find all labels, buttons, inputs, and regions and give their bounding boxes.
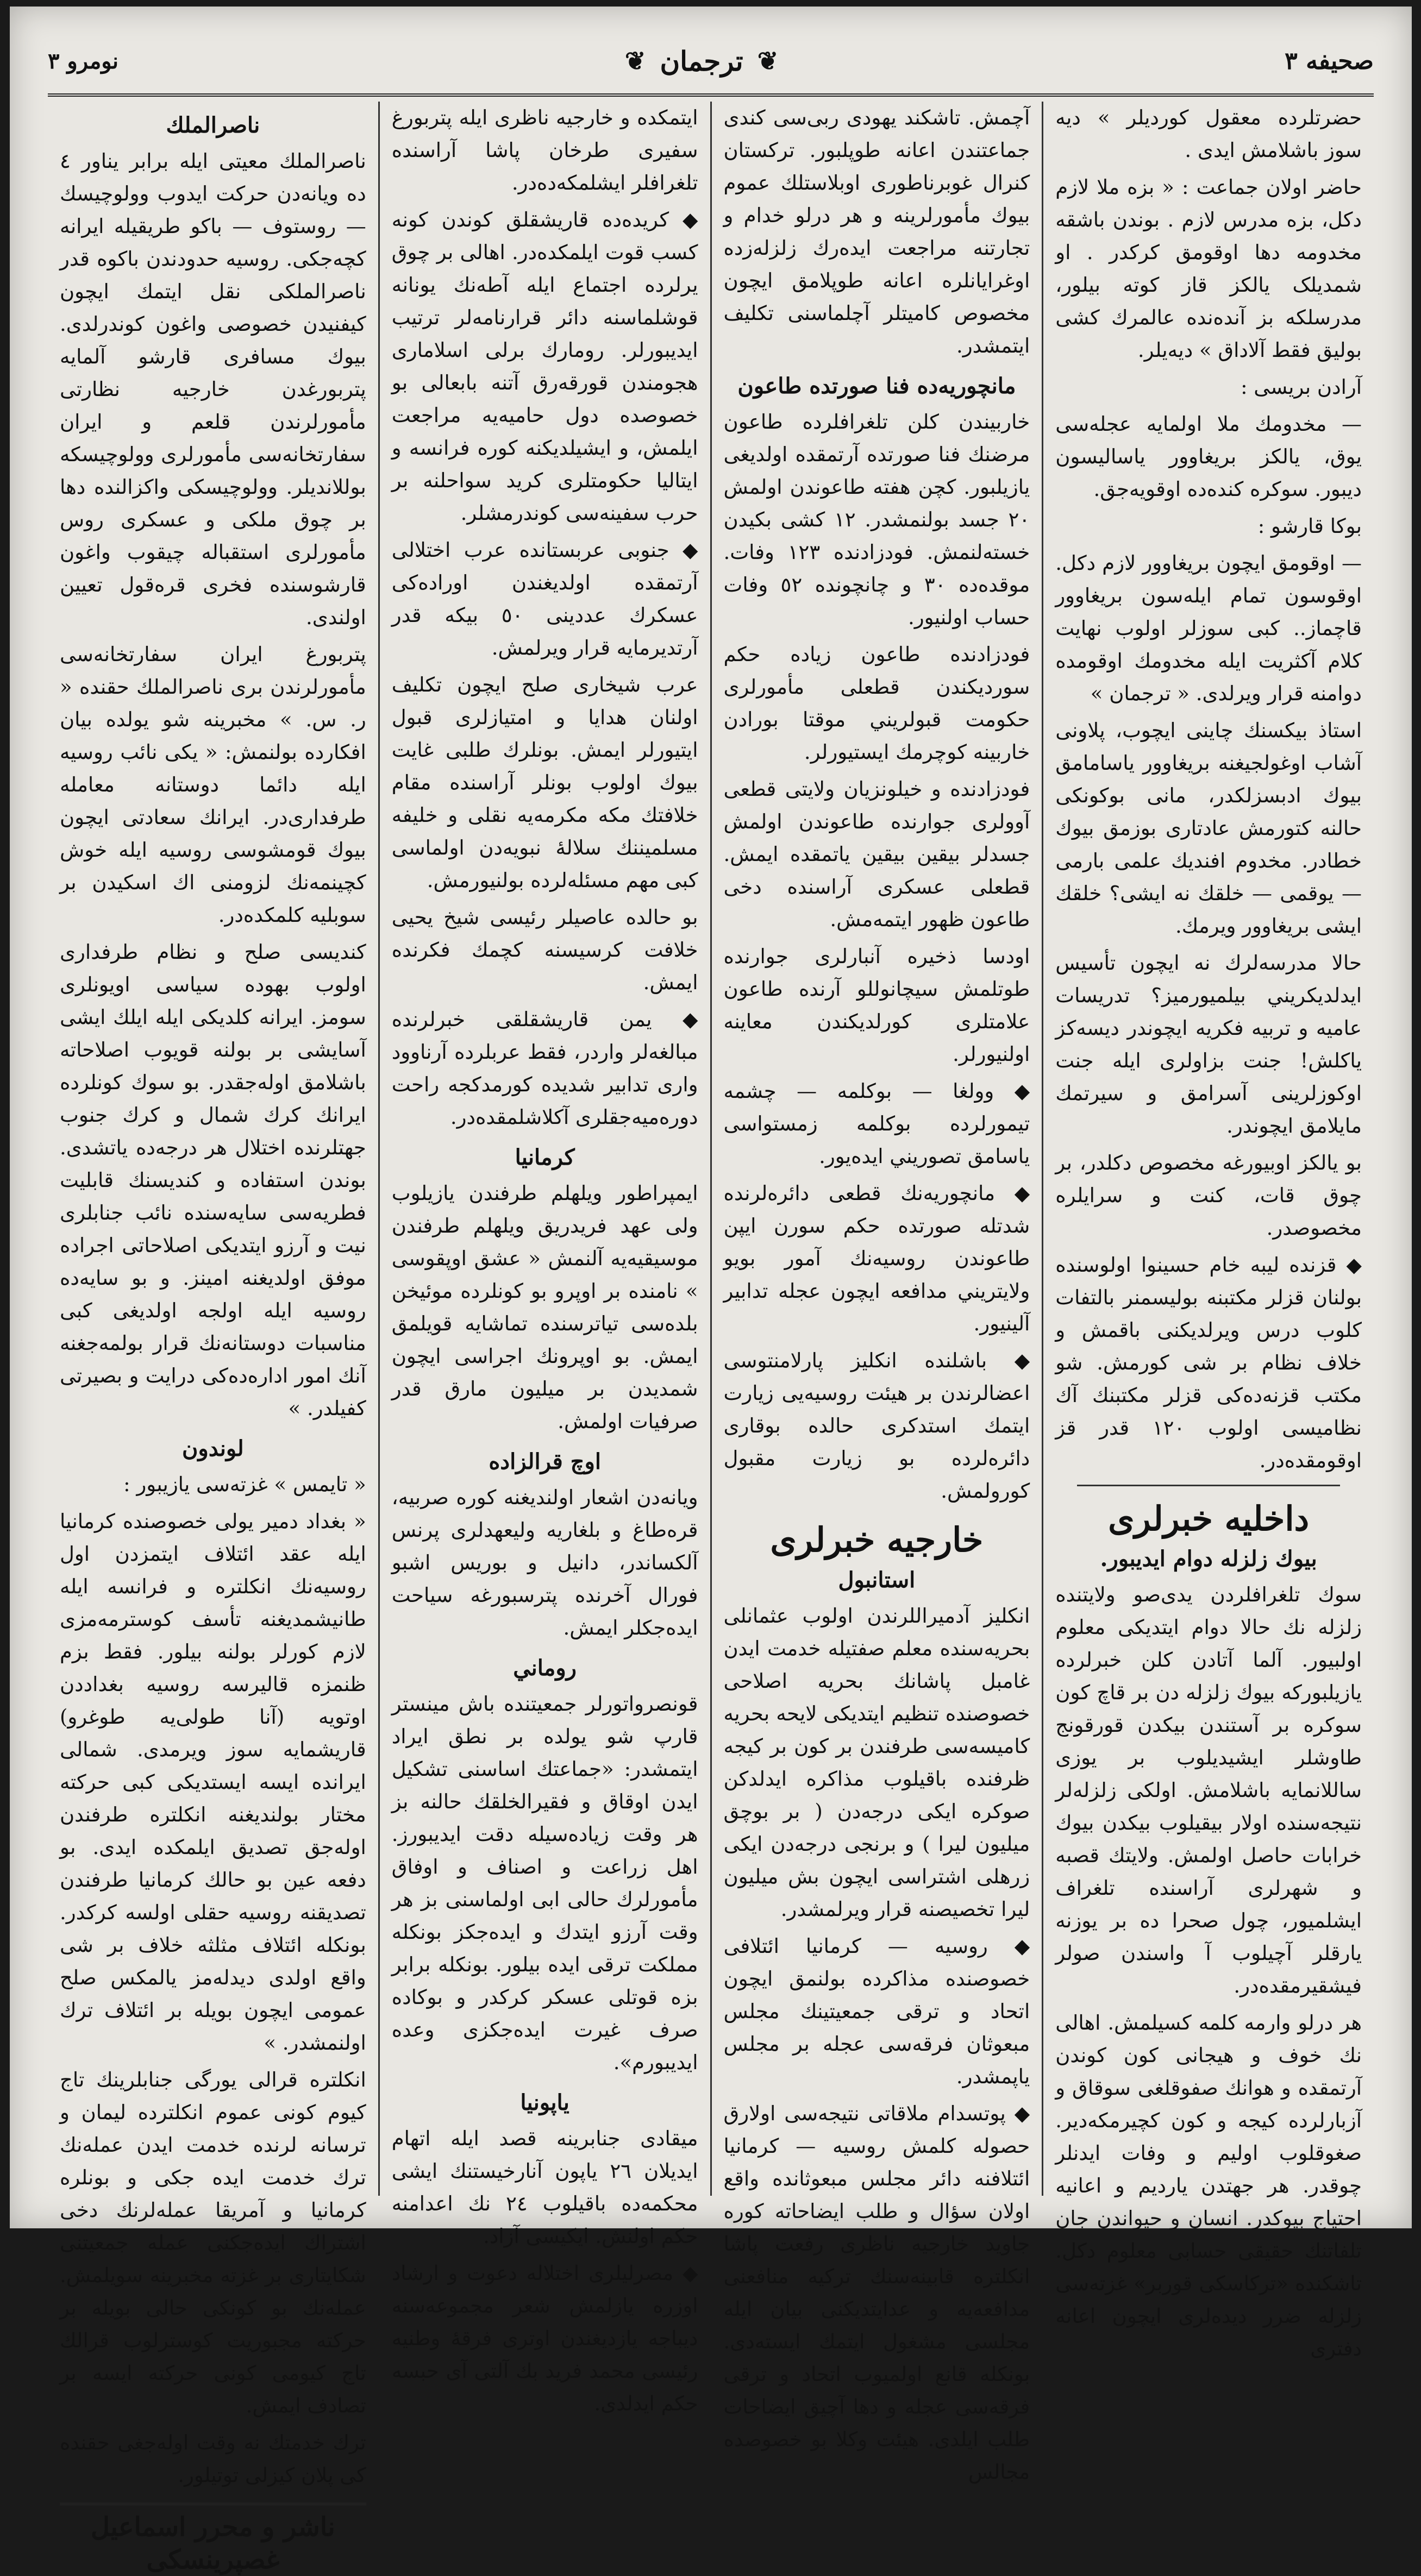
paragraph: ◆ جنوبى عربستانده عرب اختلالى آرتمقده اولديغندن اوراده‌كى عسكرك عددينى ٥٠ بيكه قدر آرتديرمايه قرار ويرلمش. xyxy=(391,538,698,659)
paragraph: ايتمكده و خارجيه ناظرى ايله پتربورغ سفيرى طرخان پاشا آراسنده تلغرافلر ايشلمكه‌ده‌در. xyxy=(391,106,698,194)
section-heading-domestic: داخليه خبرلرى xyxy=(1108,1499,1310,1538)
paragraph: حالا مدرسه‌لرك نه ايچون تأسيس ايدلديكريني بيلميورميز؟ تدريسات عاميه و تربيه فكريه ايچوندر ديسه‌كز ياكلش! جنت بزاولرى ايله جنت اوكوزلرينى آسرامق و سيرتمك مايلامق ايچوندر. xyxy=(1055,951,1362,1138)
paragraph: آرادن بريسى : xyxy=(1241,375,1362,399)
paragraph: سوك تلغرافلردن يدى‌صو ولايتنده زلزله نك حالا دوام ايتديكى معلوم اولبيور. آلما آتادن كلن خبرلرده يازيلبوركه بيوك زلزله دن بر قاچ كون سوكره بر آستندن بيكدن قورقونج طاوشلر ايشيديلوب بر يوزى ساللانمايه باشلامش. اولكى زلزله‌لر نتيجه‌سنده اولار بيقيلوب بيكدن بيوك خرابات حاصل اولمش. ولايتك قصبه و شهرلرى آراسنده تلغراف ايشلميور، چول صحرا ده بر يوزنه يارقلر آچيلوب آ واسندن صولر فيشقيرمقده‌در. xyxy=(1055,1583,1362,1997)
article-heading: اوچ قرالزاده xyxy=(489,1449,601,1474)
divider xyxy=(60,2503,366,2505)
article-heading: استانبول xyxy=(838,1567,916,1593)
page-number: صحیفه ٣ xyxy=(1285,47,1374,75)
paragraph: بوكا قارشو : xyxy=(1257,514,1362,538)
paragraph: كنديسى صلح و نظام طرفدارى اولوب بهوده سياسى اويونلرى سومز. ايرانه كلديكى ايله ايلك ايشى آسايشى بر بولنه قويوب اصلاحاته باشلامق اوله‌جقدر. بو سوك كونلرده ايرانك كرك شمال و كرك جنوب جهتلرنده اختلال هر درجه‌ده ياتشدى. بوندن استفاده و كنديسنك قابليت فطريه‌سى سايه‌سنده نائب جنابلرى نيت و آرزو ايتديكى اصلاحاتى اجراده موفق اولديغنه امينز. و بو سايه‌ده روسيه ايله اولجه اولديغى كبى مناسبات دوستانه‌نك قرار بولمه‌جغنه آنك امور اداره‌ده‌كى درايت و بصيرتى كفيلدر. » xyxy=(60,940,366,1420)
paragraph: « بغداد دمير يولى خصوصنده كرمانيا ايله عقد ائتلاف ايتمزدن اول روسيه‌نك انكلتره و فرانسه ايله طانيشمديغنه تأسف كوسترمه‌مزى لازم كورلر بولنه بيلور. فقط بزم ظنمزه قاليرسه روسيه بغداددن اوتويه (آنا طولى‌يه طوغرو) قاريشمايه سوز ويرمدى. شمالى ايرانده ايسه ايستديكى كبى حركته مختار بولنديغنه انكلتره طرفندن اوله‌جق تصديق ايلمكده ايدى. بو دفعه عين بو حالك كرمانيا طرفندن تصديقنه روسيه حقلى اولسه كركدر. بونكله ائتلاف مثلثه خلاف بر شى واقع اولدى ديدله‌مز يالمكس صلح عمومى ايچون بويله بر ائتلاف ترك اولنمشدر. » xyxy=(60,1510,366,2054)
paragraph: ◆ روسيه — كرمانيا ائتلافى خصوصنده مذاكرده بولنمق ايچون اتحاد و ترقى جمعيتينك مجلس مبعوثان فرقه‌سى عجله بر مجلس ياپمشدر. xyxy=(723,1934,1030,2088)
paragraph: ميقادى جنابرينه قصد ايله اتهام ايديلان ٢٦ ياپون آنارخيستنك ايشى محكمه‌ده باقيلوب ٢٤ نك اعدامنه حكم اولنش. ايكيسى آزاد. xyxy=(391,2127,698,2248)
column-1 xyxy=(1043,102,1374,2360)
ornament-icon: ❦ xyxy=(624,46,646,76)
paragraph: ناصرالملك معيتى ايله برابر يناور ٤ ده ويانه‌دن حركت ايدوب وولوچيسك — روستوف — باكو طريقيله ايرانه كچه‌جكى. روسيه حدودندن باكوه قدر ناصرالملكى نقل ايتمك ايچون كيفنيدن خصوصى واغون كوندرلدى. بيوك مسافرى قارشو آلمايه پتربورغدن خارجيه نظارتى مأمورلرندن قلعم و ايران سفارتخانه‌سى مأمورلرى وولوچيسكه بوللانديلر. وولوچيسكى واكزالنده دها بر چوق ملكى و عسكرى روس مأمورلرى استقباله چيقوب واغون قارشوسنده فخرى قره‌قول تعيين اولندى. xyxy=(60,149,366,629)
paragraph: بو يالكز اوبيورغه مخصوص دكلدر، بر چوق قات، كنت و سرايلره مخصوصدر. xyxy=(1055,1151,1362,1240)
article-heading: بيوك زلزله دوام ايديبور. xyxy=(1100,1546,1317,1572)
paragraph: قونصرواتورلر جمعيتنده باش مينستر قارپ شو يولده بر نطق ايراد ايتمشدر: «جماعتك اساسنى تشكيل ايدن اوقاق و فقيرالخلقك حالنه بز هر وقت زياده‌سيله دقت ايديبورز. اهل زراعت و اصناف و اوفاق مأمورلرك حالى ابى اولماسنى بز هر وقت آرزو ايتدك و ايده‌جكز بونكله مملكت ترقى ايده بيلور. بونكله برابر بزه قوتلى عسكر كركدر و بوكاده صرف غيرت ايده‌جكزى وعده ايديبورم». xyxy=(391,1692,698,2074)
column-4 xyxy=(48,102,380,2575)
paragraph: ◆ كريده‌ده قاريشقلق كوندن كونه كسب قوت ايلمكده‌در. اهالى بر چوق يرلرده اجتماع ايله آطه‌نك يونانه قوشلماسنه دائر قرارنامه‌لر ترتيب ايديبورلر. رومارك برلى اسلامارى هجومندن قورقه‌رق آتنه بابعالى بو خصوصده دول حاميه‌يه مراجعت ايلمش، و ايشيلديكنه كوره فرانسه و ايتاليا حكومتلرى كريد سواحلنه بر حرب سفينه‌سى كوندرمشلر. xyxy=(391,208,698,525)
paragraph: حاضر اولان جماعت : « بزه ملا لازم دکل، بزه مدرس لازم . بوندن باشقه مخدومه دها اوقومق کرکدر . او شمدیلک یالکز قاز کوته بیلور، مدرسلکه بز آنده‌نده عالمرك كشى بوليق فقط آلاداق » ديه‌يلر. xyxy=(1055,175,1362,362)
paragraph: استاذ بيكسنك چاينى ايچوب، پلاونى آشاب اوغولجيغنه بريغاوور ياسامامق بيوك ادبسزلكدر، مانى بوكونكى حالنه كتورمش عادتارى بوزمق بيوك خطادر. مخدوم افنديك علمى بارمى — يوقمى — خلقك نه ايشى؟ خلقك ايشى بريغاوور ويرمك. xyxy=(1055,719,1362,938)
paragraph: ترك خدمتك نه وقت اوله‌جغى حقنده كى پلان كيزلى توتيلور. xyxy=(60,2431,366,2487)
column-2 xyxy=(712,102,1044,2484)
paragraph: آچمش. تاشكند يهودى ربى‌سى كندى جماعتندن اعانه طوپلبور. تركستان كنرال غوبرناطورى اوبلاستلك عموم بيوك مأمورلرينه و هر درلو خدام و تجارتنه مراجعت ايده‌رك زلزله‌زده اوغرايانلره اعانه طوپلامق ايچون مخصوص كاميتلر آچلماسنى تكليف ايتمشدر. xyxy=(723,106,1030,357)
article-heading: لوندون xyxy=(182,1436,244,1461)
paragraph: فودزادنده و خيلونزيان ولايتى قطعى آوولرى جوارنده طاعوندن اولمش جسدلر بيقين بيقين ياتمقده ايمش. قطعلى عسكرى آراسنده دخى طاعون ظهور ايتمه‌مش. xyxy=(723,777,1030,931)
article-heading: مانچوريه‌ده فنا صورتده طاعون xyxy=(737,373,1016,399)
publisher-credit: ناشر و محرر اسماعيل غصپرينسكى xyxy=(90,2512,335,2575)
masthead xyxy=(625,45,778,77)
article-heading: روماني xyxy=(513,1655,577,1681)
paragraph: بو حالده عاصيلر رئيسى شيخ يحيى خلافت كرسيسنه كچمك فكرنده ايمش. xyxy=(391,906,698,994)
paragraph: انكليز آدميراللرندن اولوب عثمانلى بحريه‌سنده معلم صفتيله خدمت ايدن غامبل پاشانك بحريه اصلاحى خصوصنده تنظيم ايتديكى لايحه بحريه كاميسه‌سى طرفندن بر كون بر كيجه ظرفنده باقيلوب مذاكره ايدلدكن صوكره ايكى درجه‌دن ( بر بوچق ميليون ليرا ) و برنجى درجه‌دن ايكى زرهلى اشتراسى ايچون بش ميليون ليرا تخصيصنه قرار ويرلمشدر. xyxy=(723,1604,1030,1921)
paragraph: پتربورغ ايران سفارتخانه‌سى مأمورلرندن برى ناصرالملك حقنده « ر. س. » مخبرينه شو يولده بيان افكارده بولنمش: « يكى نائب روسيه ايله دائما دوستانه معامله طرفدارى‌در. ايرانك سعادتى ايچون بيوك قومشوسى روسيه ايله خوش كچينمه‌نك لزومنى اك اسكيدن بر سوبليه كلمكده‌در. xyxy=(60,643,366,927)
ornament-icon: ❦ xyxy=(757,46,779,76)
paragraph: ◆ پوتسدام ملاقاتى نتيجه‌سى اولارق حصوله كلمش روسيه — كرمانيا ائتلافنه دائر مجلس مبعوثانده واقع اولان سؤال و طلب ايضاحاته كوره جاويد خارجيه ناظرى رفعت پاشا انكلتره قابينه‌سنك تركيه منافعنى مدافعه‌يه و عدايتديكنى بيان ايله مجلسى مشغول ايتمك ايسته‌دى. بونكله قانع اولميوب اتحاد و ترقى فرقه‌سى عجله و دها آچيق ايضاحات طلب ايلدى. هيئت وكلا بو خصوصده مجالس xyxy=(723,2102,1030,2484)
paragraph: فودزادنده طاعون زياده حكم سورديكندن قطعلى مأمورلرى حكومت قبولريني موقتا بورادن خاربينه كوچرمك ايستيورلر. xyxy=(723,643,1030,764)
column-3 xyxy=(380,102,712,2415)
newspaper-page xyxy=(10,7,1412,2575)
paragraph: انكلتره قرالى يورگى جنابلرينك تاج كيوم كونى عموم انكلترده ليمان و ترسانه لرنده خدمت ايدن عمله‌نك ترك خدمت ايده جكى و بونلره كرمانيا و آمريقا عمله‌لرنك دخى اشتراك ايده‌جكنى عمله جمعيتنى شكايتارى بر غزته مخبرينه سويلمش. عمله‌نك بو كونكى حالى بويله بر حركته مجبوريت كوسترلوب قرالك تاج كيومى كونى حركته ايسه بر تصادف ايمش. xyxy=(60,2068,366,2417)
divider xyxy=(1077,1485,1340,1486)
paragraph: ايمپراطور ويلهلم طرفندن يازيلوب ولى عهد فريدريق ويلهلم طرفندن موسيقيه‌يه آلنمش « عشق اوپقوسى » نامنده بر اوپرو بو كونلرده موئيخن بلده‌سى تياترسنده تماشايه قويلمق ايمش. بو اوپرونك اجراسى ايچون شمديدن بر ميليون مارق قدر صرفيات اولمش. xyxy=(391,1182,698,1433)
paragraph: ◆ باشلنده انكليز پارلامنتوسى اعضالرندن بر هيئت روسيه‌يى زيارت ايتمك استدكرى حالده بوقارى دائره‌لرده بو زيارت مقبول كورولمش. xyxy=(723,1349,1030,1503)
issue-number: نومرو ٣ xyxy=(48,48,119,74)
paragraph: ◆ قزنده ليبه خام حسينوا اولوسنده بولنان قزلر مكتبنه بوليسمنر بالتفات كلوب درس ويرلديكنى باقمش و خلاف نظام بر شى كورمش. شو مكتب قزنه‌ده‌كى قزلر مكتبنك آك نظاميسى اولوب ١٢٠ قدر قز اوقومقده‌در. xyxy=(1055,1253,1362,1472)
paragraph: « تايمس » غزته‌سى يازيبور : xyxy=(123,1473,366,1496)
article-columns xyxy=(48,102,1374,2575)
article-heading: كرمانيا xyxy=(515,1145,575,1170)
paragraph: ويانه‌دن اشعار اولنديغنه كوره صربيه، قره‌طاغ و بلغاريه وليعهدلرى پرنس آلكساندر، دانيل و بوريس اشبو فورال آخرنده پترسبورغه سياحت ايده‌جكلر ايمش. xyxy=(391,1486,698,1639)
article-heading: ناصرالملك xyxy=(166,112,260,138)
paragraph: حضرتلرده معقول کوردیلر » دیه سوز باشلامش ایدی . xyxy=(1055,106,1362,162)
page-header xyxy=(48,28,1374,97)
paragraph: ◆ وولغا — بوكلمه — چشمه تيمورلرده بوكلمه زمستواسى ياسامق تصوريني ايده‌يور. xyxy=(723,1079,1030,1168)
paragraph: ◆ مانچوريه‌نك قطعى دائره‌لرنده شدتله صورتده حكم سورن ايپن طاعوندن روسيه‌نك آمور بويو ولايتريني مدافعه ايچون عجله تدابير آلينيور. xyxy=(723,1182,1030,1335)
paragraph: ◆ مصرليلرى اختلاله دعوت و ارشاد اوزره يازلمش شعر مجموعه‌سنه ديباجه يازديغندن اوترى فرقهٔ وطنيه رئيسى محمد فريد بك آلتى آى حبسه حكم ايدلدى. xyxy=(391,2261,698,2415)
paragraph: عرب شيخارى صلح ايچون تكليف اولنان هدايا و امتيازلرى قبول ايتيورلر ايمش. بونلرك طلبى غايت بيوك اولوب بونلر آراسنده مقام خلافتك مكه مكرمه‌يه نقلى و خليفه مسلميننك سلالهٔ نبويه‌دن اولماسى كبى مهم مسئله‌لرده بولنيورمش. xyxy=(391,673,698,892)
paragraph: خاربيندن كلن تلغرافلرده طاعون مرضنك فنا صورتده آرتمقده اولديغى يازيلبور. كچن هفته طاعوندن اولمش ٢٠ جسد بولنمشدر. ١٢ كشى بكيدن خسته‌لنمش. فودزادنده ١٢٣ وفات. موقده‌ده ٣٠ و چانچونده ٥٢ وفات حساب اولنيور. xyxy=(723,410,1030,629)
paragraph: اودسا ذخيره آنبارلرى جوارنده طوتلمش سيچانوللو آرنده طاعون علامتلرى كورلديكندن معاينه اولنيورلر. xyxy=(723,945,1030,1066)
paragraph: — اوقومق ايچون بريغاوور لازم دكل. اوقوسون تمام ايله‌سون بريغاوور قاچماز.. كبى سوزلر اولوب نهايت كلام آكثريت ايله مخدومك اوقومده دوامنه قرار ويرلدى. « ترجمان » xyxy=(1055,551,1362,705)
paragraph: — مخدومك ملا اولمايه عجله‌سى يوق، يالكز بريغاوور ياساليسون ديبور. سوكره كنده‌ده اوقويه‌جق. xyxy=(1055,412,1362,501)
paragraph: هر درلو وارمه كلمه كسيلمش. اهالى نك خوف و هيجانى كون كوندن آرتمقده و هوانك صفوقلغى سوقاق و آزبارلرده كيجه و كون كچيرمكه‌دير. صغوقلوب اوليم و وفات ايدنلر چوقدر. هر جهتدن يارديم و اعانيه احتياج بيوكدر. انسان و حيواندن جان تلفاتنك حقيقى حسابى معلوم دكل. تاشكنده «تركاسكى قوربر» غزته‌سى زلزله ضرر ديده‌لرى ايچون اعانه دفترى xyxy=(1055,2011,1362,2360)
paragraph: ◆ يمن قاريشقلقى خبرلرنده مبالغه‌لر واردر، فقط عربلرده آرناوود وارى تدابير شديده كورمدكجه راحت دوره‌ميه‌جقلرى آكلاشلمقده‌در. xyxy=(391,1008,698,1129)
article-heading: ياپونيا xyxy=(520,2090,569,2115)
newspaper-title: ترجمان xyxy=(660,45,743,77)
section-heading-foreign: خارجيه خبرلرى xyxy=(770,1520,984,1560)
